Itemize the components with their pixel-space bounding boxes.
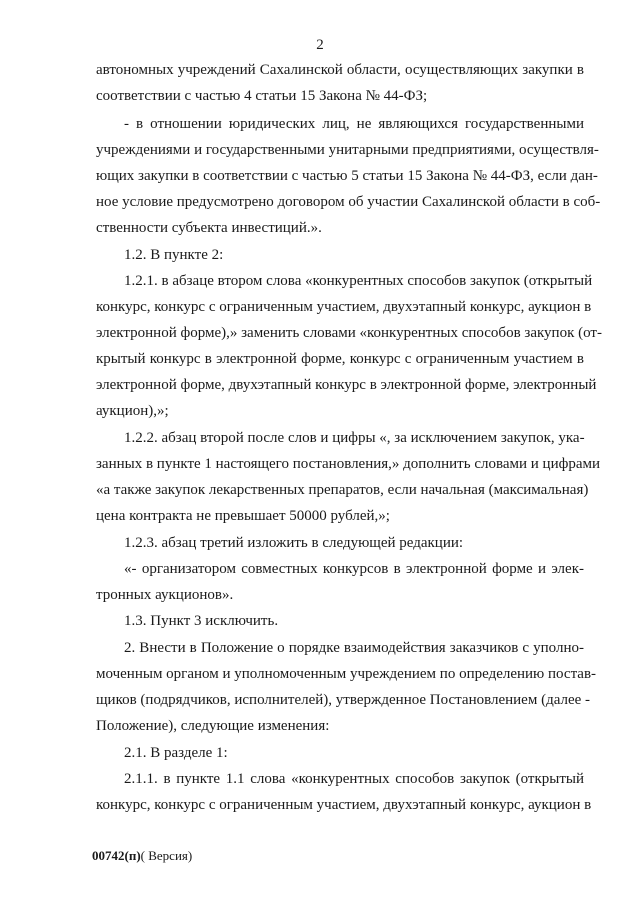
text-line: автономных учреждений Сахалинской области, осуществляющих закупки в	[96, 62, 584, 78]
document-footer	[92, 848, 192, 864]
text-line: электронной форме, двухэтапный конкурс в электронной форме, электронный	[96, 377, 597, 393]
document-version: ( Версия)	[140, 848, 193, 863]
text-line: «а также закупок лекарственных препаратов, если начальная (максимальная)	[96, 482, 589, 498]
text-line: электронной форме),» заменить словами «конкурентных способов закупок (от-	[96, 325, 602, 341]
text-line: крытый конкурс в электронной форме, конкурс с ограниченным участием в	[96, 351, 584, 367]
text-line: учреждениями и государственными унитарными предприятиями, осуществля-	[96, 142, 599, 158]
text-line: 2.1.1. в пункте 1.1 слова «конкурентных способов закупок (открытый	[124, 771, 584, 787]
text-line: 1.2.1. в абзаце втором слова «конкурентных способов закупок (открытый	[124, 273, 593, 289]
text-line: конкурс, конкурс с ограниченным участием, двухэтапный конкурс, аукцион в	[96, 299, 592, 315]
document-code: 00742(п)	[92, 848, 141, 863]
text-line: 1.2. В пункте 2:	[124, 247, 224, 263]
text-line: - в отношении юридических лиц, не являющихся государственными	[124, 116, 584, 132]
text-line: ственности субъекта инвестиций.».	[96, 220, 322, 236]
text-line: конкурс, конкурс с ограниченным участием, двухэтапный конкурс, аукцион в	[96, 797, 592, 813]
text-line: Положение), следующие изменения:	[96, 718, 330, 734]
text-line: 1.2.3. абзац третий изложить в следующей редакции:	[124, 535, 464, 551]
text-line: 2. Внести в Положение о порядке взаимодействия заказчиков с уполно-	[124, 640, 584, 656]
text-line: занных в пункте 1 настоящего постановления,» дополнить словами и цифрами	[96, 456, 601, 472]
page-number: 2	[316, 37, 324, 53]
text-line: аукцион),»;	[96, 403, 169, 419]
text-line: ное условие предусмотрено договором об участии Сахалинской области в соб-	[96, 194, 601, 210]
text-line: соответствии с частью 4 статьи 15 Закона № 44-ФЗ;	[96, 88, 428, 104]
text-line: 1.3. Пункт 3 исключить.	[124, 613, 279, 629]
text-line: ющих закупки в соответствии с частью 5 статьи 15 Закона № 44-ФЗ, если дан-	[96, 168, 598, 184]
text-line: «- организатором совместных конкурсов в электронной форме и элек-	[124, 561, 584, 577]
text-line: щиков (подрядчиков, исполнителей), утвержденное Постановлением (далее -	[96, 692, 591, 708]
text-line: тронных аукционов».	[96, 587, 234, 603]
text-line: моченным органом и уполномоченным учреждением по определению постав-	[96, 666, 597, 682]
text-line: цена контракта не превышает 50000 рублей,»;	[96, 508, 390, 524]
text-line: 1.2.2. абзац второй после слов и цифры «, за исключением закупок, ука-	[124, 430, 585, 446]
text-line: 2.1. В разделе 1:	[124, 745, 228, 761]
